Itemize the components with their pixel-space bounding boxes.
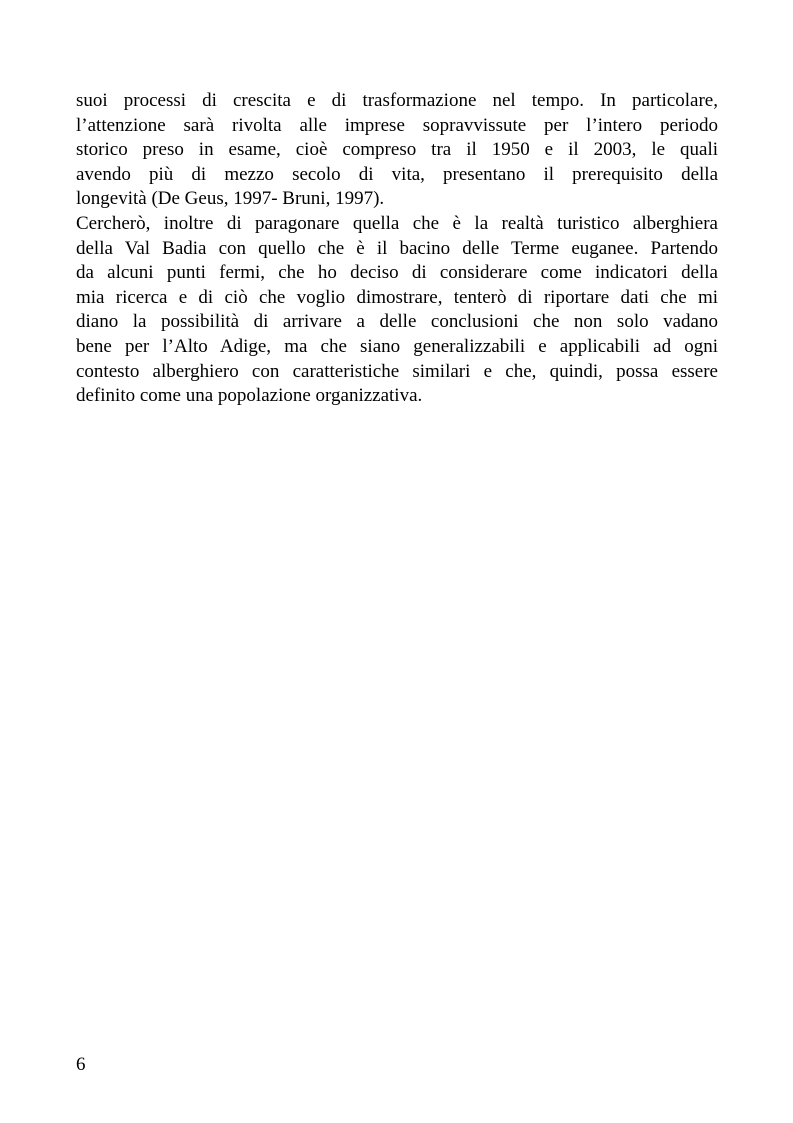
text-line: suoi processi di crescita e di trasformazione nel tempo. In particolare, — [76, 90, 718, 111]
text-line: da alcuni punti fermi, che ho deciso di considerare come indicatori della — [76, 262, 718, 284]
text-line: della Val Badia con quello che è il bacino delle Terme euganee. Partendo — [76, 237, 718, 259]
body-text — [76, 89, 718, 409]
text-line: definito come una popolazione organizzativa. — [76, 385, 423, 407]
text-line: bene per l’Alto Adige, ma che siano generalizzabili e applicabili ad ogni — [76, 335, 718, 357]
text-line: mia ricerca e di ciò che voglio dimostrare, tenterò di riportare dati che mi — [76, 286, 718, 308]
page-number: 6 — [76, 1054, 86, 1075]
text-line: storico preso in esame, cioè compreso tra il 1950 e il 2003, le quali — [76, 139, 718, 161]
text-line: diano la possibilità di arrivare a delle conclusioni che non solo vadano — [76, 311, 718, 333]
text-line: Cercherò, inoltre di paragonare quella che è la realtà turistico alberghiera — [76, 212, 718, 234]
text-line: contesto alberghiero con caratteristiche similari e che, quindi, possa essere — [76, 360, 718, 382]
text-line: longevità (De Geus, 1997- Bruni, 1997). — [76, 188, 385, 210]
text-line: l’attenzione sarà rivolta alle imprese sopravvissute per l’intero periodo — [76, 114, 718, 136]
paragraph-2 — [76, 212, 718, 409]
text-line: avendo più di mezzo secolo di vita, presentano il prerequisito della — [76, 163, 718, 185]
paragraph-1 — [76, 89, 718, 212]
